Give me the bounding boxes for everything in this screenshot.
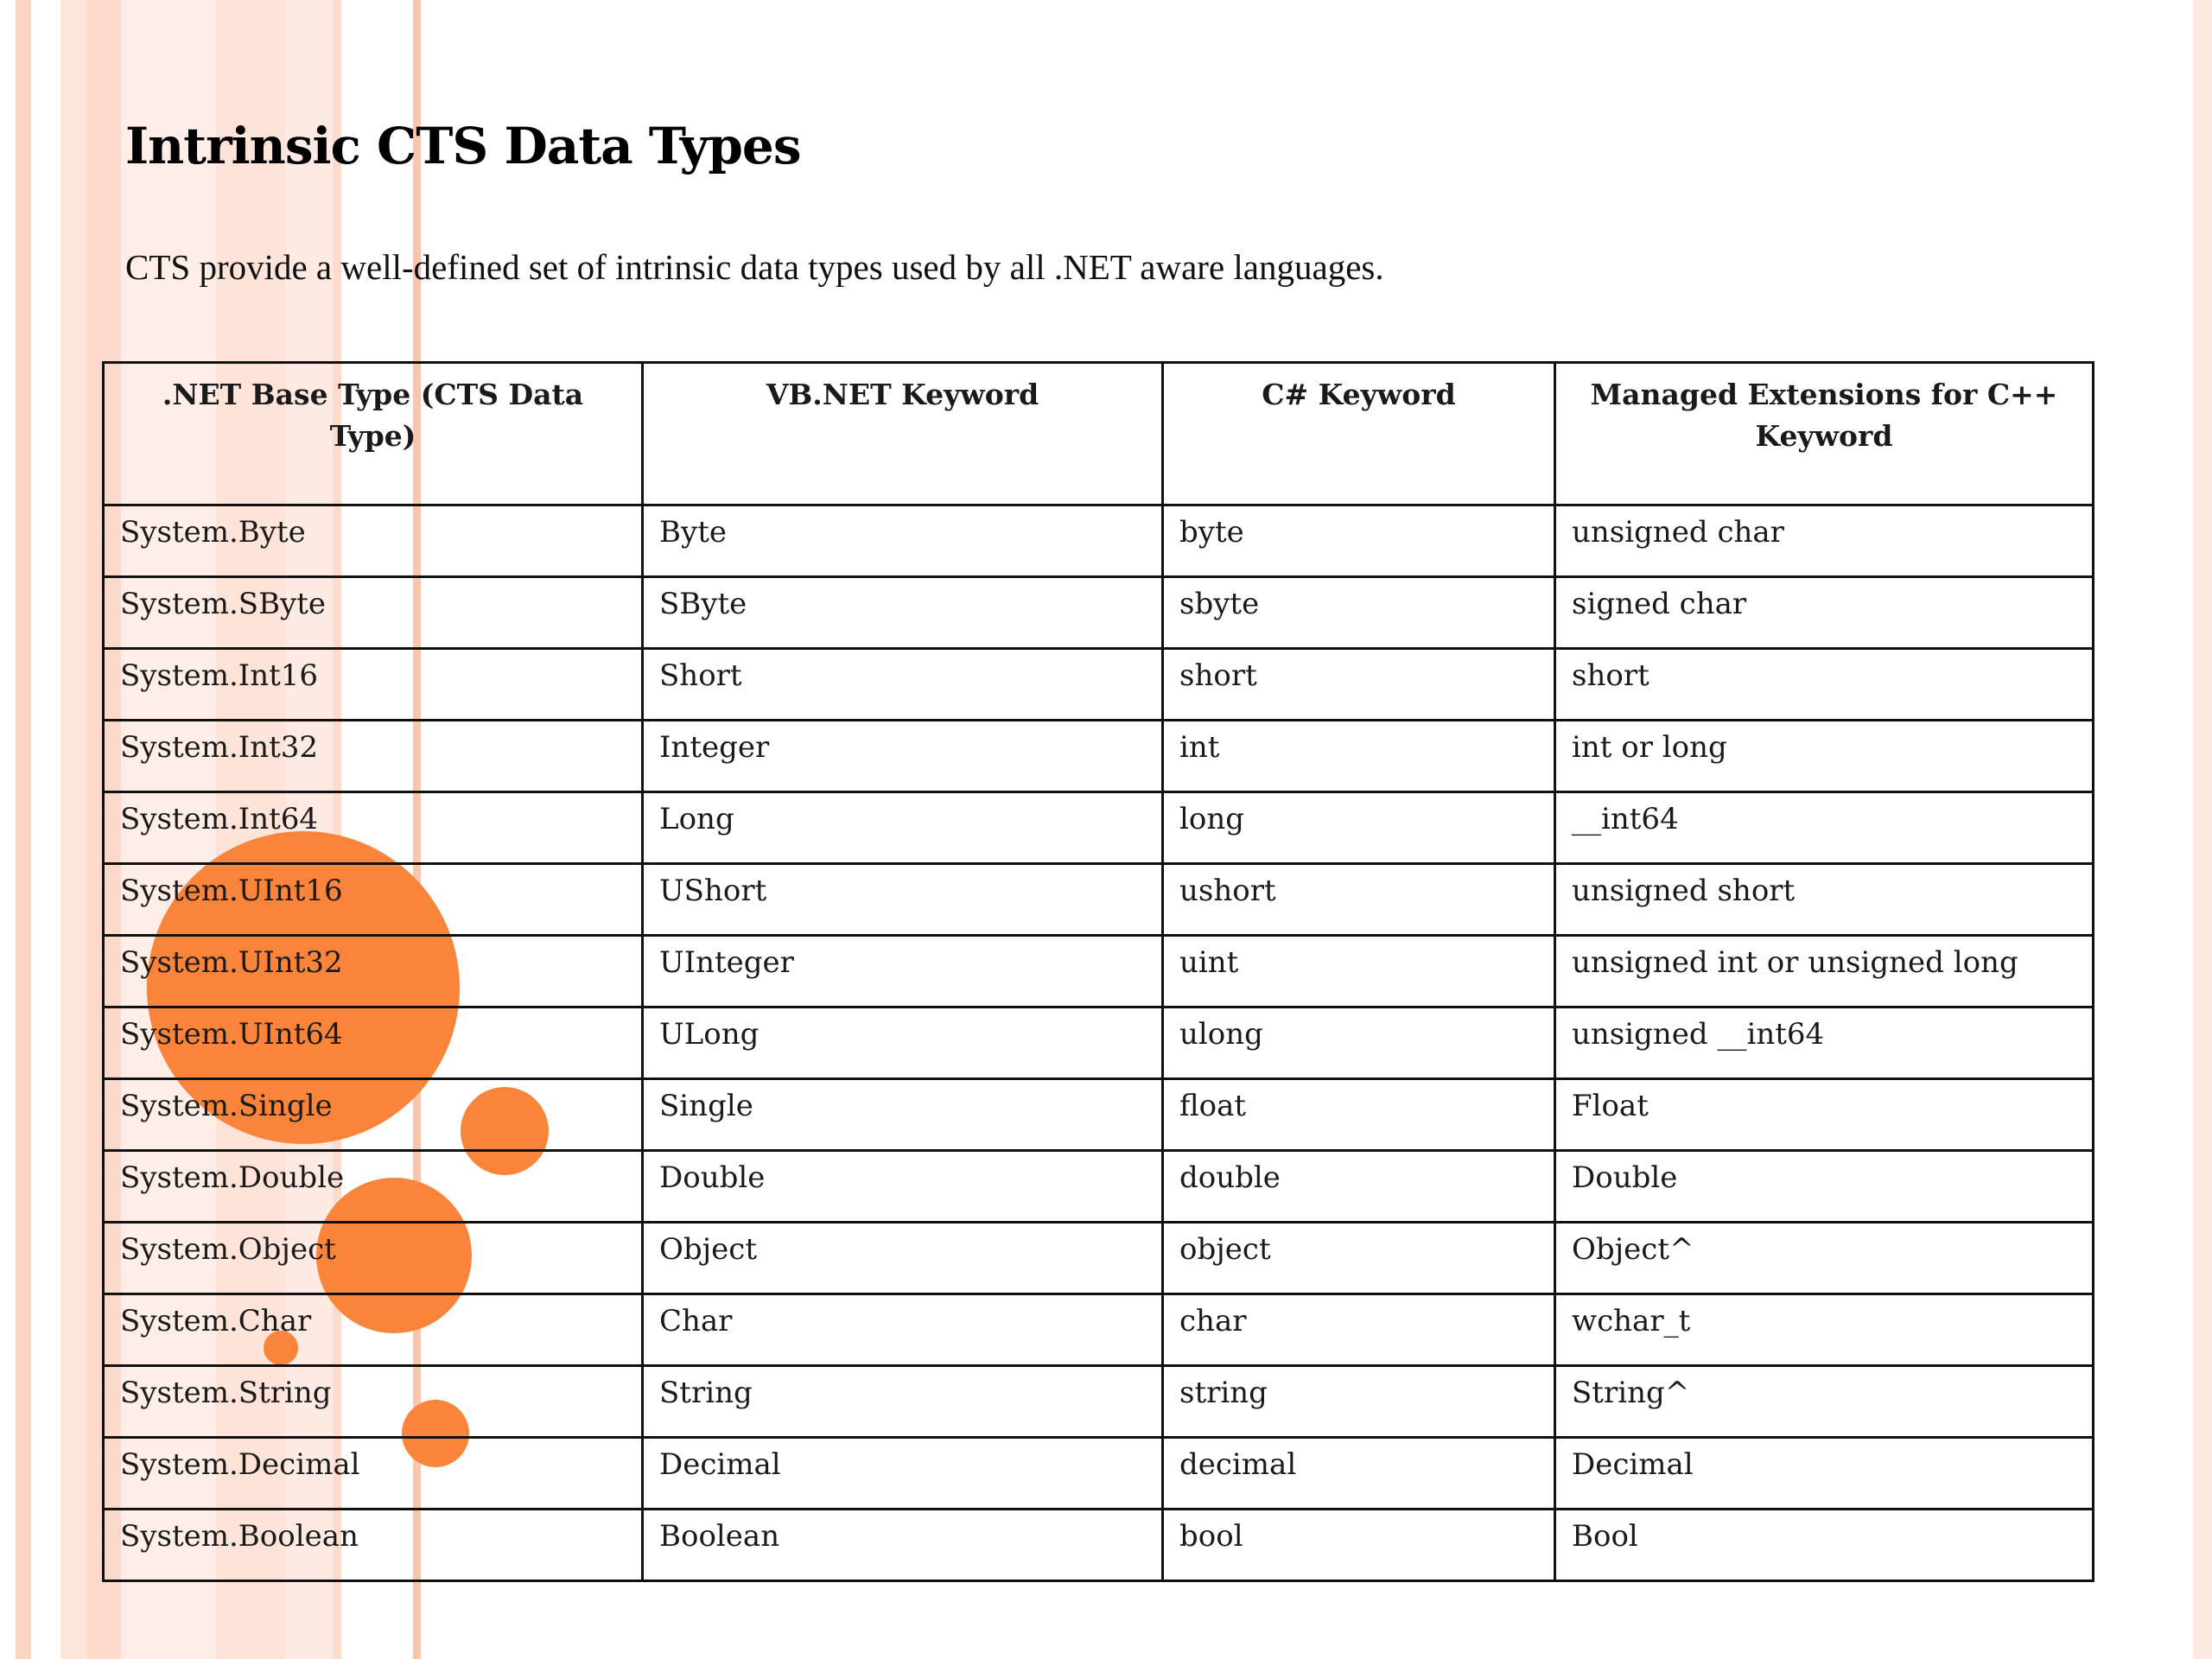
cell-cpp-keyword: signed char bbox=[1555, 577, 2094, 649]
cell-cpp-keyword: unsigned char bbox=[1555, 505, 2094, 577]
cell-vbnet-keyword: Short bbox=[643, 649, 1163, 721]
cell-csharp-keyword: double bbox=[1163, 1151, 1555, 1223]
cell-cpp-keyword: __int64 bbox=[1555, 792, 2094, 864]
cell-net-type: System.Single bbox=[104, 1079, 643, 1151]
table-row bbox=[104, 1438, 2094, 1510]
cell-csharp-keyword: byte bbox=[1163, 505, 1555, 577]
cell-net-type: System.UInt16 bbox=[104, 864, 643, 936]
slide-subtitle: CTS provide a well-defined set of intrinsic data types used by all .NET aware languages. bbox=[125, 247, 1384, 287]
table-header-row bbox=[104, 363, 2094, 505]
cell-csharp-keyword: string bbox=[1163, 1366, 1555, 1438]
cell-csharp-keyword: long bbox=[1163, 792, 1555, 864]
table-body bbox=[104, 505, 2094, 1581]
cell-vbnet-keyword: Boolean bbox=[643, 1510, 1163, 1581]
table-row bbox=[104, 936, 2094, 1007]
cell-csharp-keyword: int bbox=[1163, 721, 1555, 792]
cell-vbnet-keyword: ULong bbox=[643, 1007, 1163, 1079]
cell-cpp-keyword: int or long bbox=[1555, 721, 2094, 792]
cell-csharp-keyword: sbyte bbox=[1163, 577, 1555, 649]
cell-cpp-keyword: wchar_t bbox=[1555, 1294, 2094, 1366]
cell-cpp-keyword: unsigned int or unsigned long bbox=[1555, 936, 2094, 1007]
header-net-base-type: .NET Base Type (CTS Data Type) bbox=[104, 363, 643, 505]
cell-net-type: System.Byte bbox=[104, 505, 643, 577]
cell-vbnet-keyword: Object bbox=[643, 1223, 1163, 1294]
table-row bbox=[104, 1366, 2094, 1438]
cell-vbnet-keyword: UInteger bbox=[643, 936, 1163, 1007]
cell-csharp-keyword: uint bbox=[1163, 936, 1555, 1007]
table-row bbox=[104, 505, 2094, 577]
cell-net-type: System.Int64 bbox=[104, 792, 643, 864]
cell-cpp-keyword: short bbox=[1555, 649, 2094, 721]
header-cpp-keyword: Managed Extensions for C++ Keyword bbox=[1555, 363, 2094, 505]
cell-cpp-keyword: Double bbox=[1555, 1151, 2094, 1223]
cell-net-type: System.Int16 bbox=[104, 649, 643, 721]
table-row bbox=[104, 1007, 2094, 1079]
table-row bbox=[104, 577, 2094, 649]
cell-vbnet-keyword: Double bbox=[643, 1151, 1163, 1223]
cell-vbnet-keyword: Integer bbox=[643, 721, 1163, 792]
cell-csharp-keyword: float bbox=[1163, 1079, 1555, 1151]
cell-net-type: System.Char bbox=[104, 1294, 643, 1366]
cell-net-type: System.UInt64 bbox=[104, 1007, 643, 1079]
cell-net-type: System.Object bbox=[104, 1223, 643, 1294]
cell-csharp-keyword: ulong bbox=[1163, 1007, 1555, 1079]
table-row bbox=[104, 1079, 2094, 1151]
header-vbnet-keyword: VB.NET Keyword bbox=[643, 363, 1163, 505]
cell-csharp-keyword: short bbox=[1163, 649, 1555, 721]
table-row bbox=[104, 792, 2094, 864]
cell-net-type: System.Decimal bbox=[104, 1438, 643, 1510]
cell-vbnet-keyword: Char bbox=[643, 1294, 1163, 1366]
cell-net-type: System.SByte bbox=[104, 577, 643, 649]
cell-cpp-keyword: Float bbox=[1555, 1079, 2094, 1151]
cell-csharp-keyword: bool bbox=[1163, 1510, 1555, 1581]
cell-vbnet-keyword: UShort bbox=[643, 864, 1163, 936]
table-row bbox=[104, 1223, 2094, 1294]
table-row bbox=[104, 1294, 2094, 1366]
cell-csharp-keyword: ushort bbox=[1163, 864, 1555, 936]
cell-vbnet-keyword: String bbox=[643, 1366, 1163, 1438]
cell-vbnet-keyword: Byte bbox=[643, 505, 1163, 577]
table-row bbox=[104, 864, 2094, 936]
cell-net-type: System.Boolean bbox=[104, 1510, 643, 1581]
cell-net-type: System.Double bbox=[104, 1151, 643, 1223]
cell-vbnet-keyword: Long bbox=[643, 792, 1163, 864]
table-row bbox=[104, 721, 2094, 792]
cell-csharp-keyword: char bbox=[1163, 1294, 1555, 1366]
cell-vbnet-keyword: Decimal bbox=[643, 1438, 1163, 1510]
table-row bbox=[104, 1151, 2094, 1223]
cell-csharp-keyword: decimal bbox=[1163, 1438, 1555, 1510]
cell-csharp-keyword: object bbox=[1163, 1223, 1555, 1294]
cts-types-table bbox=[102, 361, 2094, 1582]
cell-cpp-keyword: Bool bbox=[1555, 1510, 2094, 1581]
header-csharp-keyword: C# Keyword bbox=[1163, 363, 1555, 505]
cell-cpp-keyword: Object^ bbox=[1555, 1223, 2094, 1294]
cell-cpp-keyword: String^ bbox=[1555, 1366, 2094, 1438]
cell-vbnet-keyword: Single bbox=[643, 1079, 1163, 1151]
cell-net-type: System.String bbox=[104, 1366, 643, 1438]
cell-net-type: System.UInt32 bbox=[104, 936, 643, 1007]
cell-cpp-keyword: Decimal bbox=[1555, 1438, 2094, 1510]
cell-cpp-keyword: unsigned __int64 bbox=[1555, 1007, 2094, 1079]
cell-cpp-keyword: unsigned short bbox=[1555, 864, 2094, 936]
cell-vbnet-keyword: SByte bbox=[643, 577, 1163, 649]
table-row bbox=[104, 649, 2094, 721]
table-row bbox=[104, 1510, 2094, 1581]
slide-title: Intrinsic CTS Data Types bbox=[125, 117, 801, 175]
cell-net-type: System.Int32 bbox=[104, 721, 643, 792]
